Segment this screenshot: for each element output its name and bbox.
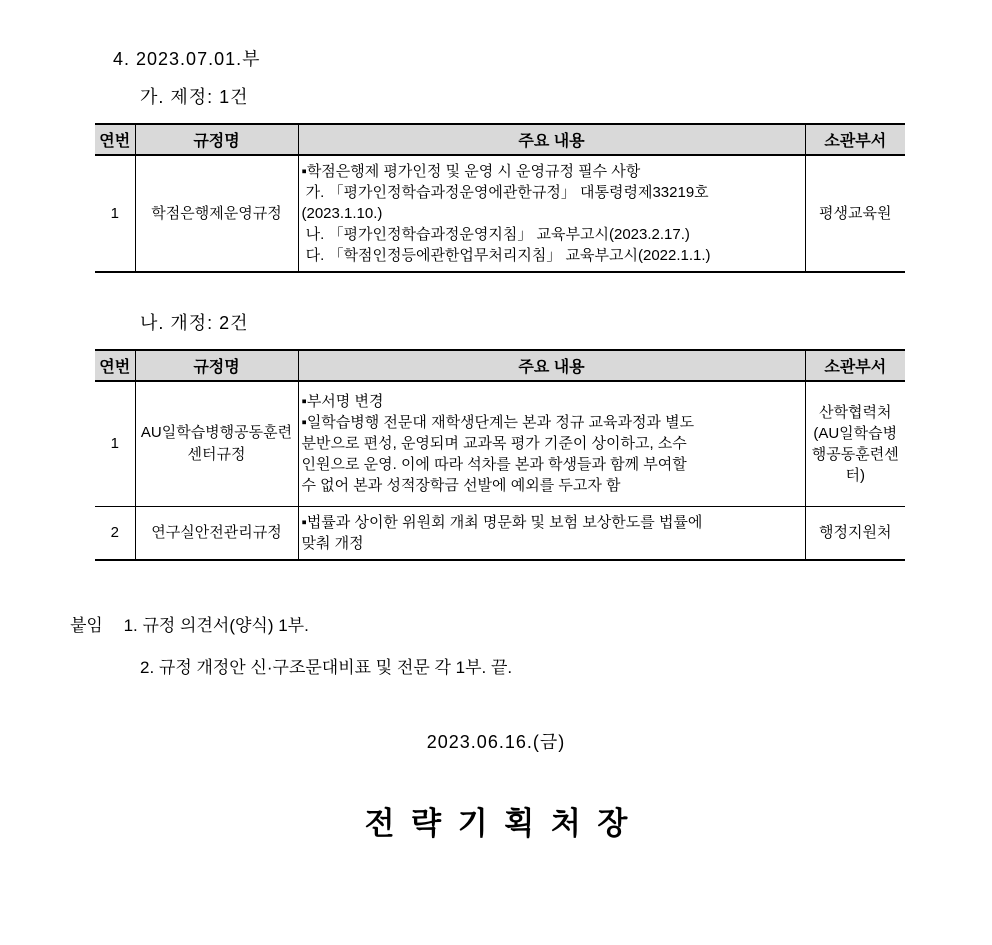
content-line: 가. 「평가인정학습과정운영에관한규정」 대통령령제33219호	[301, 184, 709, 201]
cell-row-number: 1	[110, 205, 119, 222]
col-header-name: 규정명	[135, 350, 298, 381]
col-header-dept: 소관부서	[805, 124, 905, 155]
table-row	[95, 381, 905, 506]
content-line: 나. 「평가인정학습과정운영지침」 교육부고시(2023.2.17.)	[301, 226, 690, 243]
attachments-line-2	[140, 653, 992, 678]
content-line: 맞춰 개정	[301, 534, 364, 552]
col-header-name: 규정명	[135, 124, 298, 155]
item-number-heading: 4. 2023.07.01.부	[113, 49, 261, 69]
table-row	[95, 506, 905, 560]
cell-regulation-name: 학점은행제운영규정	[135, 155, 298, 272]
content-line: 수 없어 본과 성적장학금 선발에 예외를 두고자 함	[301, 477, 621, 495]
table-header-row	[95, 350, 905, 381]
table-header-row	[95, 124, 905, 155]
content-line: ▪일학습병행 전문대 재학생단계는 본과 정규 교육과정과 별도	[301, 414, 695, 432]
section-b-heading: 나. 개정: 2건	[140, 313, 249, 333]
document-date: 2023.06.16.(금)	[426, 731, 566, 752]
cell-main-content	[298, 155, 805, 272]
col-header-no: 연번	[95, 350, 135, 381]
col-header-no: 연번	[95, 124, 135, 155]
content-line: (2023.1.10.)	[301, 205, 383, 222]
regulation-table-enacted	[95, 123, 905, 273]
cell-row-number: 2	[95, 506, 135, 560]
content-line: ▪부서명 변경	[301, 393, 384, 411]
cell-regulation-name: 연구실안전관리규정	[135, 506, 298, 560]
table-row	[95, 155, 905, 272]
section-a-heading: 가. 제정: 1건	[140, 87, 249, 107]
cell-row-number: 1	[110, 435, 119, 453]
cell-regulation-name: AU일학습병행공동훈련센터규정	[135, 381, 298, 506]
attachments-label: 붙임	[70, 615, 103, 635]
signature-title: 전 략 기 획 처 장	[364, 805, 632, 841]
attachment-item-1: 1. 규정 의견서(양식) 1부.	[123, 615, 309, 635]
content-line: 다. 「학점인정등에관한업무처리지침」 교육부고시(2022.1.1.)	[301, 247, 711, 264]
col-header-dept: 소관부서	[805, 350, 905, 381]
attachments-line-1	[70, 611, 992, 636]
cell-department: 산학협력처(AU일학습병행공동훈련센터)	[805, 381, 905, 506]
cell-main-content	[298, 506, 805, 560]
content-line: 분반으로 편성, 운영되며 교과목 평가 기준이 상이하고, 소수	[301, 435, 687, 453]
regulation-table-amended	[95, 349, 905, 561]
attachment-item-2: 2. 규정 개정안 신·구조문대비표 및 전문 각 1부. 끝.	[140, 657, 513, 677]
col-header-content: 주요 내용	[298, 124, 805, 155]
content-line: 인원으로 운영. 이에 따라 석차를 본과 학생들과 함께 부여할	[301, 456, 687, 474]
content-line: ▪법률과 상이한 위원회 개최 명문화 및 보험 보상한도를 법률에	[301, 513, 703, 531]
cell-department: 평생교육원	[805, 155, 905, 272]
content-line: ▪학점은행제 평가인정 및 운영 시 운영규정 필수 사항	[301, 163, 641, 180]
col-header-content: 주요 내용	[298, 350, 805, 381]
cell-department: 행정지원처	[805, 506, 905, 560]
cell-main-content	[298, 381, 805, 506]
